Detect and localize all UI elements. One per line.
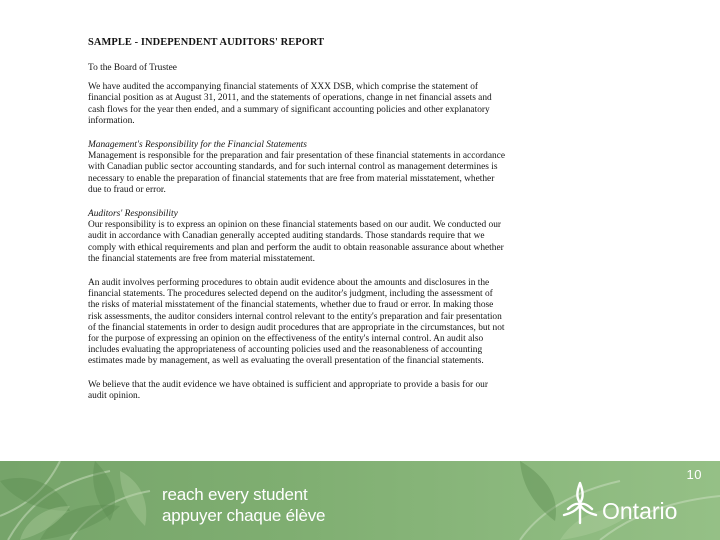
procedures-paragraph: [88, 278, 586, 368]
auditors-line: audit in accordance with Canadian generally accepted auditing standards. Those standards require that we: [88, 231, 485, 242]
management-section: [88, 140, 586, 196]
auditors-section: [88, 209, 586, 265]
salutation: To the Board of Trustee: [88, 63, 177, 73]
procedures-line: the risks of material misstatement of the financial statements, whether due to fraud or error. In making those: [88, 300, 494, 311]
management-line: Management is responsible for the preparation and fair presentation of these financial statements in accordance: [88, 151, 506, 162]
auditors-line: the financial statements are free from material misstatement.: [88, 253, 315, 264]
document-page: [88, 37, 586, 415]
procedures-line: An audit involves performing procedures to obtain audit evidence about the amounts and disclosures in the: [88, 278, 490, 289]
intro-line: information.: [88, 115, 135, 126]
procedures-line: includes evaluating the appropriateness of accounting policies used and the reasonableness of accounting: [88, 345, 483, 356]
management-heading: Management's Responsibility for the Financial Statements: [88, 140, 307, 151]
tagline: [162, 484, 325, 526]
belief-paragraph: [88, 380, 586, 402]
management-line: with Canadian public sector accounting standards, and for such internal control as management determines is: [88, 162, 498, 173]
auditors-line: Our responsibility is to express an opinion on these financial statements based on our audit. We conducted our: [88, 220, 502, 231]
slide-number: 10: [686, 467, 702, 482]
tagline-english: reach every student: [162, 485, 308, 504]
intro-line: cash flows for the year then ended, and a summary of significant accounting policies and other explanatory: [88, 104, 490, 115]
intro-line: financial position as at August 31, 2011, and the statements of operations, change in net financial assets and: [88, 93, 492, 104]
procedures-line: estimates made by management, as well as evaluating the overall presentation of the financial statements.: [88, 356, 484, 367]
procedures-line: financial statements. The procedures selected depend on the auditor's judgment, including the assessment of: [88, 289, 493, 300]
tagline-french: appuyer chaque élève: [162, 506, 326, 525]
auditors-line: comply with ethical requirements and plan and perform the audit to obtain reasonable assurance about whether: [88, 242, 504, 253]
belief-line: We believe that the audit evidence we have obtained is sufficient and appropriate to provide a basis for our: [88, 379, 488, 390]
management-line: due to fraud or error.: [88, 184, 166, 195]
intro-paragraph: [88, 82, 586, 127]
footer-banner: [0, 461, 720, 540]
procedures-line: for the purpose of expressing an opinion on the effectiveness of the entity's internal control. An audit also: [88, 334, 484, 345]
intro-line: We have audited the accompanying financial statements of XXX DSB, which comprise the statement of: [88, 82, 479, 93]
procedures-line: risk assessments, the auditor considers internal control relevant to the entity's preparation and fair presentation: [88, 311, 502, 322]
document-title: SAMPLE - INDEPENDENT AUDITORS' REPORT: [88, 37, 325, 48]
belief-line: audit opinion.: [88, 390, 141, 401]
procedures-line: of the financial statements in order to design audit procedures that are appropriate in the circumstances, but not: [88, 322, 505, 333]
auditors-heading: Auditors' Responsibility: [88, 209, 178, 220]
management-line: necessary to enable the preparation of financial statements that are free from material misstatement, whether: [88, 173, 495, 184]
ontario-logo-text: Ontario: [602, 498, 678, 524]
